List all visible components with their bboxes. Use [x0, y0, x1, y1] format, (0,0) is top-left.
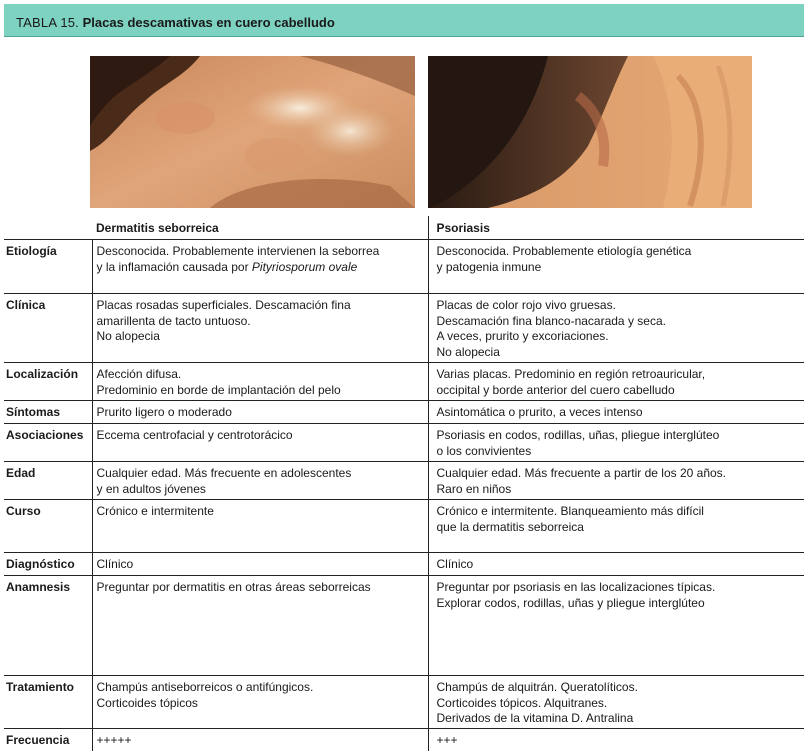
- cell-psoriasis: [428, 676, 804, 729]
- row-label: Anamnesis: [4, 576, 92, 676]
- cell-seborreica: [92, 676, 428, 729]
- cell-psoriasis: [428, 553, 804, 576]
- cell-text: Crónico e intermitente. Blanqueamiento más difícil que la dermatitis seborreica: [436, 504, 704, 534]
- cell-text: Varias placas. Predominio en región retroauricular, occipital y borde anterior del cuero cabelludo: [436, 367, 706, 397]
- cell-text: Asintomática o prurito, a veces intenso: [436, 405, 643, 419]
- cell-psoriasis: [428, 424, 804, 462]
- row-label: Tratamiento: [4, 676, 92, 729]
- cell-text: Champús de alquitrán. Queratolíticos. Corticoides tópicos. Alquitranes. Derivados de la vitamina D. Antralina: [436, 680, 638, 725]
- cell-text: +++: [436, 733, 458, 747]
- row-label: Edad: [4, 462, 92, 500]
- cell-seborreica: [92, 240, 428, 294]
- cell-text: Preguntar por psoriasis en las localizaciones típicas. Explorar codos, rodillas, uñas y pliegue interglúteo: [436, 580, 716, 610]
- table-row: [4, 576, 804, 676]
- row-label: Diagnóstico: [4, 553, 92, 576]
- cell-psoriasis: [428, 240, 804, 294]
- cell-text: Desconocida. Probablemente etiología genética y patogenia inmune: [436, 244, 692, 274]
- cell-psoriasis: [428, 363, 804, 401]
- seborrheic-dermatitis-image: [90, 56, 415, 208]
- table-row: [4, 401, 804, 424]
- row-label: Curso: [4, 500, 92, 553]
- cell-text: Cualquier edad. Más frecuente en adolescentes y en adultos jóvenes: [96, 466, 352, 496]
- cell-psoriasis: [428, 729, 804, 751]
- cell-text: Clínico: [436, 557, 474, 571]
- comparison-table: [4, 216, 804, 751]
- row-label: Localización: [4, 363, 92, 401]
- cell-psoriasis: [428, 294, 804, 363]
- cell-seborreica: [92, 294, 428, 363]
- cell-text: Afección difusa. Predominio en borde de implantación del pelo: [96, 367, 341, 397]
- cell-psoriasis: [428, 401, 804, 424]
- table-row: [4, 294, 804, 363]
- cell-seborreica: [92, 401, 428, 424]
- cell-seborreica: [92, 500, 428, 553]
- row-label: Síntomas: [4, 401, 92, 424]
- table-header: [4, 4, 804, 37]
- cell-text: Prurito ligero o moderado: [96, 405, 232, 419]
- row-label: Etiología: [4, 240, 92, 294]
- table-title: Placas descamativas en cuero cabelludo: [82, 15, 335, 30]
- table-row: [4, 553, 804, 576]
- cell-seborreica: [92, 553, 428, 576]
- cell-seborreica: [92, 576, 428, 676]
- table-row: [4, 424, 804, 462]
- column-header-row: [4, 216, 804, 240]
- cell-seborreica: [92, 424, 428, 462]
- cell-text: Crónico e intermitente: [96, 504, 214, 518]
- cell-text: Champús antiseborreicos o antifúngicos. Corticoides tópicos: [96, 680, 314, 710]
- cell-text: Placas de color rojo vivo gruesas. Descamación fina blanco-nacarada y seca. A veces, prurito y excoriaciones. No alopecia: [436, 298, 666, 359]
- cell-text: Psoriasis en codos, rodillas, uñas, pliegue interglúteo o los convivientes: [436, 428, 720, 458]
- row-label: Clínica: [4, 294, 92, 363]
- cell-text: Placas rosadas superficiales. Descamación fina amarillenta de tacto untuoso. No alopecia: [96, 298, 351, 343]
- cell-text: Clínico: [96, 557, 134, 571]
- table-row: [4, 676, 804, 729]
- cell-psoriasis: [428, 576, 804, 676]
- table-number: TABLA 15.: [16, 15, 79, 30]
- cell-text: Preguntar por dermatitis en otras áreas seborreicas: [96, 580, 371, 594]
- column-header-psoriasis: Psoriasis: [428, 216, 804, 240]
- table-row: [4, 729, 804, 751]
- cell-psoriasis: [428, 462, 804, 500]
- table-row: [4, 240, 804, 294]
- cell-psoriasis: [428, 500, 804, 553]
- psoriasis-photo: [428, 56, 752, 208]
- cell-text: Desconocida. Probablemente intervienen la seborrea y la inflamación causada por: [96, 244, 380, 274]
- cell-seborreica: [92, 363, 428, 401]
- cell-seborreica: [92, 729, 428, 751]
- table-row: [4, 500, 804, 553]
- cell-text: Cualquier edad. Más frecuente a partir de los 20 años. Raro en niños: [436, 466, 727, 496]
- row-label: Frecuencia: [4, 729, 92, 751]
- table-row: [4, 462, 804, 500]
- cell-text: Eccema centrofacial y centrotorácico: [96, 428, 293, 442]
- cell-text: +++++: [96, 733, 132, 747]
- column-header-seborreica: Dermatitis seborreica: [92, 216, 428, 240]
- cell-seborreica: [92, 462, 428, 500]
- empty-corner-cell: [4, 216, 92, 240]
- organism-name: Pityriosporum ovale: [251, 259, 358, 274]
- row-label: Asociaciones: [4, 424, 92, 462]
- psoriasis-image: [428, 56, 752, 208]
- seborrheic-dermatitis-photo: [90, 56, 415, 208]
- table-row: [4, 363, 804, 401]
